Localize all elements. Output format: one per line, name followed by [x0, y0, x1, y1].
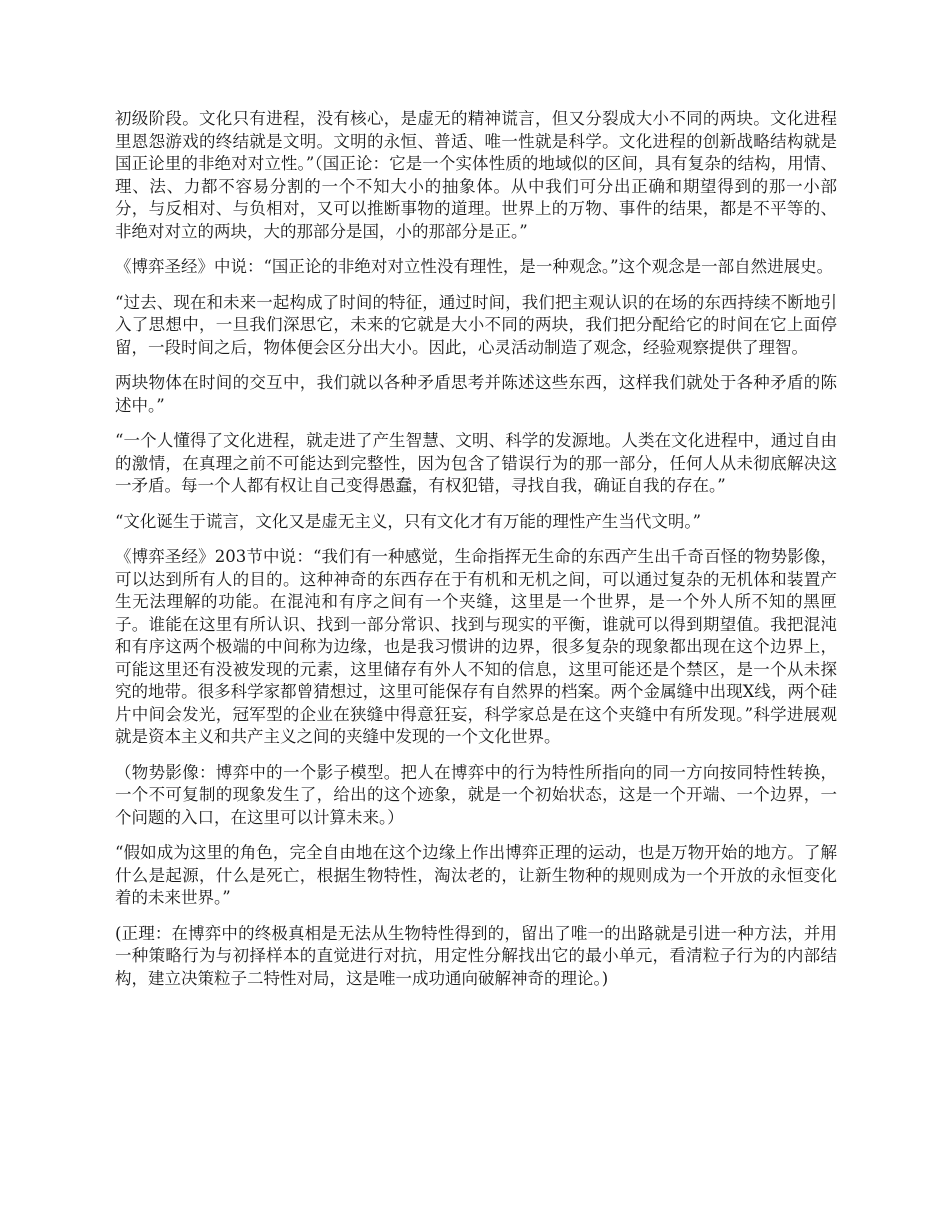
document-body [115, 108, 837, 1003]
paragraph-8: （物势影像：博弈中的一个影子模型。把人在博弈中的行为特性所指向的同一方向按同特性转换，一个不可复制的现象发生了，给出的这个迹象，就是一个初始状态，这是一个开端、一个边界，一个问题的入口，在这里可以计算未来。） [115, 762, 837, 827]
paragraph-9: “假如成为这里的角色，完全自由地在这个边缘上作出博弈正理的运动，也是万物开始的地方。了解什么是起源，什么是死亡，根据生物特性，淘汰老的，让新生物种的规则成为一个开放的永恒变化着的未来世界。” [115, 843, 837, 907]
paragraph-3: “过去、现在和未来一起构成了时间的特征，通过时间，我们把主观认识的在场的东西持续不断地引入了思想中，一旦我们深思它，未来的它就是大小不同的两块，我们把分配给它的时间在它上面停留，一段时间之后，物体便会区分出大小。因此，心灵活动制造了观念，经验观察提供了理智。 [115, 292, 837, 357]
paragraph-6: “文化诞生于谎言，文化又是虚无主义，只有文化才有万能的理性产生当代文明。” [115, 511, 702, 531]
paragraph-1: 初级阶段。文化只有进程，没有核心，是虚无的精神谎言，但又分裂成大小不同的两块。文化进程里恩怨游戏的终结就是文明。文明的永恒、普适、唯一性就是科学。文化进程的创新战略结构就是国正论里的非绝对对立性。”（国正论：它是一个实体性质的地域似的区间，具有复杂的结构，用情、理、法、力都不容易分割的一个不知大小的抽象体。从中我们可分出正确和期望得到的那一小部分，与反相对、与负相对，又可以推断事物的道理。世界上的万物、事件的结果，都是不平等的、非绝对对立的两块，大的那部分是国，小的那部分是正。” [115, 109, 837, 241]
paragraph-5: “一个人懂得了文化进程，就走进了产生智慧、文明、科学的发源地。人类在文化进程中，通过自由的激情，在真理之前不可能达到完整性，因为包含了错误行为的那一部分，任何人从未彻底解决这一矛盾。每一个人都有权让自己变得愚蠢，有权犯错，寻找自我，确证自我的存在。” [115, 431, 837, 495]
paragraph-2: 《博弈圣经》中说：“国正论的非绝对对立性没有理性，是一种观念。”这个观念是一部自然进展史。 [115, 257, 834, 276]
paragraph-4: 两块物体在时间的交互中，我们就以各种矛盾思考并陈述这些东西，这样我们就处于各种矛盾的陈述中。” [115, 373, 837, 415]
paragraph-10: (正理：在博弈中的终极真相是无法从生物特性得到的，留出了唯一的出路就是引进一种方法，并用一种策略行为与初择样本的直觉进行对抗，用定性分解找出它的最小单元，看清粒子行为的内部结构，建立决策粒子二特性对局，这是唯一成功通向破解神奇的理论。) [115, 923, 837, 988]
paragraph-7: 《博弈圣经》203节中说：“我们有一种感觉，生命指挥无生命的东西产生出千奇百怪的物势影像，可以达到所有人的目的。这种神奇的东西存在于有机和无机之间，可以通过复杂的无机体和装置产生无法理解的功能。在混沌和有序之间有一个夹缝，这里是一个世界，是一个外人所不知的黑匣子。谁能在这里有所认识、找到一部分常识、找到与现实的平衡，谁就可以得到期望值。我把混沌和有序这两个极端的中间称为边缘，也是我习惯讲的边界，很多复杂的现象都出现在这个边界上，可能这里还有没被发现的元素，这里储存有外人不知的信息，这里可能还是个禁区，是一个从未探究的地带。很多科学家都曾猜想过，这里可能保存有自然界的档案。两个金属缝中出现X线，两个硅片中间会发光，冠军型的企业在狭缝中得意狂妄，科学家总是在这个夹缝中有所发现。”科学进展观就是资本主义和共产主义之间的夹缝中发现的一个文化世界。 [115, 547, 837, 746]
